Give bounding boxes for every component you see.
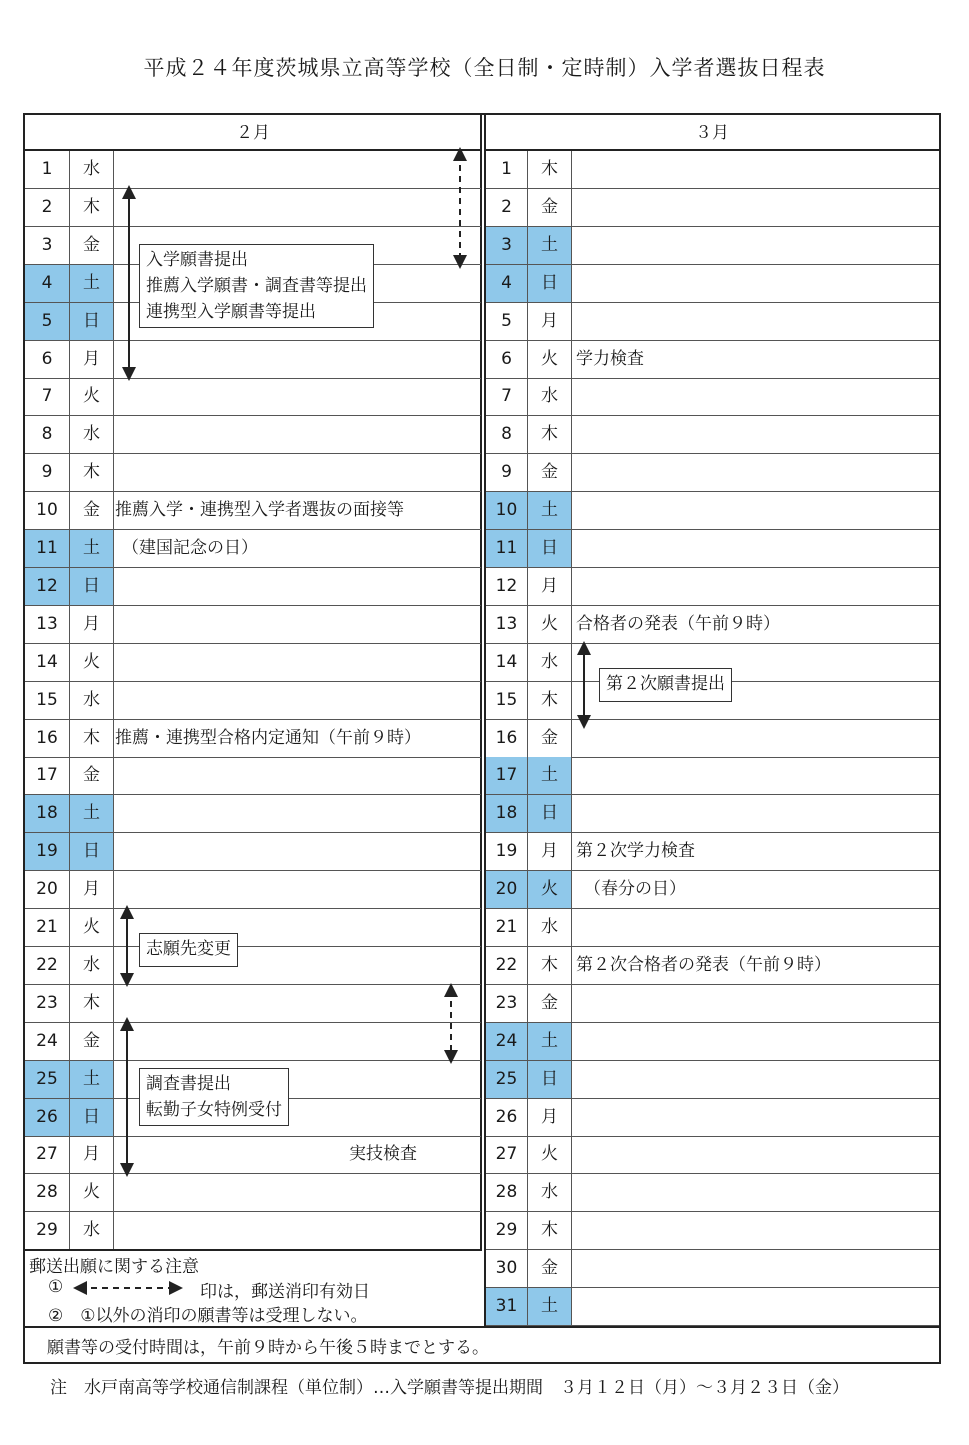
day-number: 28: [486, 1174, 528, 1211]
weekday: 木: [528, 682, 572, 719]
weekday: 水: [528, 378, 572, 415]
day-number: 4: [25, 265, 70, 302]
box-line: 志願先変更: [146, 939, 231, 959]
weekday: 金: [70, 1023, 114, 1060]
weekday: 木: [528, 416, 572, 453]
weekday: 火: [528, 341, 572, 378]
weekday: 日: [70, 1099, 114, 1136]
weekday: 土: [70, 795, 114, 832]
day-number: 16: [25, 720, 70, 757]
weekday: 土: [70, 265, 114, 302]
weekday: 火: [528, 606, 572, 643]
weekday: 水: [528, 1174, 572, 1211]
day-number: 20: [486, 871, 528, 908]
day-number: 15: [25, 682, 70, 719]
weekday: 水: [528, 909, 572, 946]
footnote: 注 水戸南高等学校通信制課程（単位制）…入学願書等提出期間 ３月１２日（月）～３月２３日（金）: [50, 1378, 849, 1398]
day-number: 6: [486, 341, 528, 378]
box-line: 第２次願書提出: [606, 674, 725, 694]
day-number: 2: [486, 189, 528, 226]
event-text: （春分の日）: [584, 879, 686, 900]
day-number: 24: [486, 1023, 528, 1060]
weekday: 水: [70, 947, 114, 984]
day-number: 13: [25, 606, 70, 643]
weekday: 火: [70, 644, 114, 681]
day-number: 29: [486, 1212, 528, 1249]
day-number: 22: [486, 947, 528, 984]
weekday: 水: [528, 644, 572, 681]
weekday: 火: [528, 871, 572, 908]
weekday: 日: [528, 530, 572, 567]
page-title: 平成２４年度茨城県立高等学校（全日制・定時制）入学者選抜日程表: [143, 56, 826, 80]
event-text: （建国記念の日）: [122, 538, 258, 558]
weekday: 水: [70, 682, 114, 719]
day-number: 20: [25, 871, 70, 908]
weekday: 土: [528, 492, 572, 529]
weekday: 火: [70, 1174, 114, 1211]
day-number: 29: [25, 1212, 70, 1249]
day-number: 26: [486, 1099, 528, 1136]
day-number: 10: [25, 492, 70, 529]
day-number: 5: [486, 303, 528, 340]
day-number: 2: [25, 189, 70, 226]
day-number: 1: [25, 151, 70, 188]
day-number: 30: [486, 1250, 528, 1287]
day-number: 12: [486, 568, 528, 605]
weekday: 月: [528, 568, 572, 605]
day-number: 11: [25, 530, 70, 567]
day-number: 9: [25, 454, 70, 491]
day-number: 19: [486, 833, 528, 870]
weekday: 金: [528, 985, 572, 1022]
day-number: 17: [486, 757, 528, 794]
day-number: 7: [486, 378, 528, 415]
weekday: 月: [528, 303, 572, 340]
day-number: 28: [25, 1174, 70, 1211]
day-number: 22: [25, 947, 70, 984]
day-number: 24: [25, 1023, 70, 1060]
day-number: 14: [486, 644, 528, 681]
day-number: 16: [486, 720, 528, 757]
weekday: 土: [528, 227, 572, 264]
note-1-mark: ①: [48, 1277, 64, 1297]
weekday: 金: [70, 227, 114, 264]
mail-notes-heading: 郵送出願に関する注意: [29, 1257, 199, 1277]
weekday: 木: [528, 151, 572, 188]
day-number: 10: [486, 492, 528, 529]
weekday: 月: [70, 341, 114, 378]
day-number: 25: [25, 1061, 70, 1098]
weekday: 土: [528, 757, 572, 794]
weekday: 日: [70, 833, 114, 870]
weekday: 金: [70, 757, 114, 794]
day-number: 3: [25, 227, 70, 264]
note-1-text: 印は，郵送消印有効日: [200, 1282, 370, 1302]
reception-hours: 願書等の受付時間は，午前９時から午後５時までとする。: [47, 1338, 489, 1358]
day-number: 18: [25, 795, 70, 832]
weekday: 木: [70, 985, 114, 1022]
weekday: 月: [528, 1099, 572, 1136]
day-number: 3: [486, 227, 528, 264]
box-line: 調査書提出: [146, 1074, 231, 1094]
day-number: 13: [486, 606, 528, 643]
weekday: 日: [528, 1061, 572, 1098]
weekday: 月: [70, 871, 114, 908]
weekday: 金: [528, 454, 572, 491]
event-text: 推薦入学・連携型入学者選抜の面接等: [115, 500, 404, 521]
box-line: 連携型入学願書等提出: [146, 302, 316, 322]
weekday: 土: [528, 1288, 572, 1325]
header-february: ２月: [25, 115, 481, 151]
weekday: 金: [528, 720, 572, 757]
weekday: 水: [70, 151, 114, 188]
day-number: 8: [486, 416, 528, 453]
day-number: 19: [25, 833, 70, 870]
weekday: 火: [70, 378, 114, 415]
weekday: 土: [70, 1061, 114, 1098]
weekday: 日: [70, 568, 114, 605]
weekday: 土: [70, 530, 114, 567]
box-line: 推薦入学願書・調査書等提出: [146, 276, 367, 296]
event-text: 第２次学力検査: [576, 841, 695, 862]
day-number: 25: [486, 1061, 528, 1098]
weekday: 月: [528, 833, 572, 870]
day-number: 9: [486, 454, 528, 491]
event-text: 実技検査: [349, 1144, 417, 1165]
weekday: 水: [70, 416, 114, 453]
weekday: 月: [70, 606, 114, 643]
day-number: 15: [486, 682, 528, 719]
note-2-text: ② ①以外の消印の願書等は受理しない。: [48, 1306, 368, 1326]
weekday: 日: [528, 795, 572, 832]
weekday: 水: [70, 1212, 114, 1249]
weekday: 土: [528, 1023, 572, 1060]
weekday: 月: [70, 1136, 114, 1173]
day-number: 27: [486, 1136, 528, 1173]
event-text: 学力検査: [576, 348, 644, 369]
day-number: 12: [25, 568, 70, 605]
day-number: 31: [486, 1288, 528, 1325]
weekday: 金: [528, 1250, 572, 1287]
day-number: 8: [25, 416, 70, 453]
day-number: 11: [486, 530, 528, 567]
event-text: 第２次合格者の発表（午前９時）: [576, 954, 831, 975]
day-number: 18: [486, 795, 528, 832]
weekday: 木: [528, 947, 572, 984]
header-march: ３月: [485, 115, 939, 151]
day-number: 21: [486, 909, 528, 946]
weekday: 火: [70, 909, 114, 946]
weekday: 木: [70, 720, 114, 757]
day-number: 14: [25, 644, 70, 681]
box-line: 転勤子女特例受付: [146, 1100, 282, 1120]
weekday: 木: [70, 189, 114, 226]
day-number: 23: [486, 985, 528, 1022]
weekday: 日: [528, 265, 572, 302]
day-number: 1: [486, 151, 528, 188]
weekday: 日: [70, 303, 114, 340]
event-text: 合格者の発表（午前９時）: [576, 613, 780, 634]
box-line: 入学願書提出: [146, 250, 248, 270]
day-number: 23: [25, 985, 70, 1022]
day-number: 7: [25, 378, 70, 415]
day-number: 27: [25, 1136, 70, 1173]
day-number: 26: [25, 1099, 70, 1136]
day-number: 17: [25, 757, 70, 794]
event-text: 推薦・連携型合格内定通知（午前９時）: [115, 727, 421, 748]
day-number: 4: [486, 265, 528, 302]
weekday: 木: [70, 454, 114, 491]
day-number: 21: [25, 909, 70, 946]
weekday: 金: [70, 492, 114, 529]
weekday: 木: [528, 1212, 572, 1249]
day-number: 6: [25, 341, 70, 378]
weekday: 火: [528, 1136, 572, 1173]
day-number: 5: [25, 303, 70, 340]
weekday: 金: [528, 189, 572, 226]
